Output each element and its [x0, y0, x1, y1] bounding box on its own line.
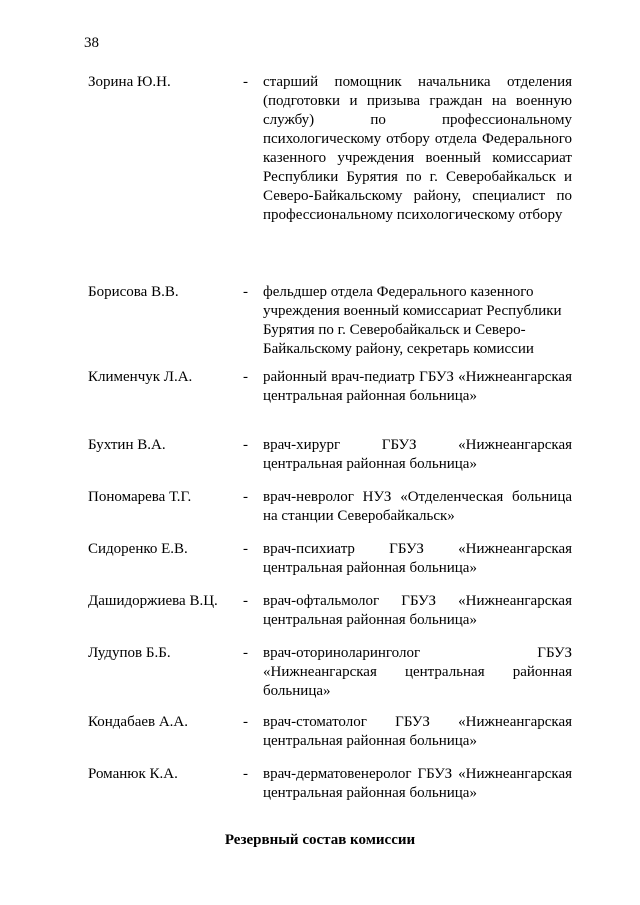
member-name: Романюк К.А. — [88, 766, 178, 782]
member-dash: - — [243, 593, 248, 609]
member-name: Клименчук Л.А. — [88, 369, 193, 385]
member-dash: - — [243, 369, 248, 385]
section-title-reserve: Резервный состав комиссии — [224, 832, 416, 848]
member-name: Пономарева Т.Г. — [88, 489, 192, 505]
member-name: Лудупов Б.Б. — [88, 645, 171, 661]
member-dash: - — [243, 541, 248, 557]
member-description: врач-оториноларинголог ГБУЗ «Нижнеангарская центральная районная больница» — [263, 645, 572, 699]
member-dash: - — [243, 645, 248, 661]
member-dash: - — [243, 437, 248, 453]
member-description: врач-психиатр ГБУЗ «Нижнеангарская центральная районная больница» — [263, 541, 572, 576]
member-description: врач-офтальмолог ГБУЗ «Нижнеангарская центральная районная больница» — [263, 593, 572, 628]
member-description: фельдшер отдела Федерального казенного учреждения военный комиссариат Республики Бурятия по г. Северобайкальск и Северо-Байкальскому району, секретарь комиссии — [263, 284, 562, 357]
member-description: районный врач-педиатр ГБУЗ «Нижнеангарская центральная районная больница» — [263, 369, 572, 404]
member-dash: - — [243, 489, 248, 505]
member-description: врач-невролог НУЗ «Отделенческая больница на станции Северобайкальск» — [263, 489, 572, 524]
member-name: Зорина Ю.Н. — [88, 74, 171, 90]
member-description: врач-дерматовенеролог ГБУЗ «Нижнеангарская центральная районная больница» — [263, 766, 572, 801]
member-dash: - — [243, 766, 248, 782]
member-name: Дашидоржиева В.Ц. — [88, 593, 218, 609]
member-name: Сидоренко Е.В. — [88, 541, 188, 557]
member-description: старший помощник начальника отделения (подготовки и призыва граждан на военную службу) по профессиональному психологическому отбору отдела Федерального казенного учреждения военный комиссариат Республики Бурятия по г. Северобайкальск и Северо-Байкальскому району, специалист по профессиональному психологическому отбору — [263, 74, 572, 223]
member-dash: - — [243, 74, 248, 90]
member-description: врач-стоматолог ГБУЗ «Нижнеангарская центральная районная больница» — [263, 714, 572, 749]
member-name: Борисова В.В. — [88, 284, 179, 300]
member-name: Бухтин В.А. — [88, 437, 166, 453]
member-dash: - — [243, 284, 248, 300]
page-number: 38 — [84, 35, 99, 51]
member-description: врач-хирург ГБУЗ «Нижнеангарская центральная районная больница» — [263, 437, 572, 472]
member-dash: - — [243, 714, 248, 730]
member-name: Кондабаев А.А. — [88, 714, 189, 730]
